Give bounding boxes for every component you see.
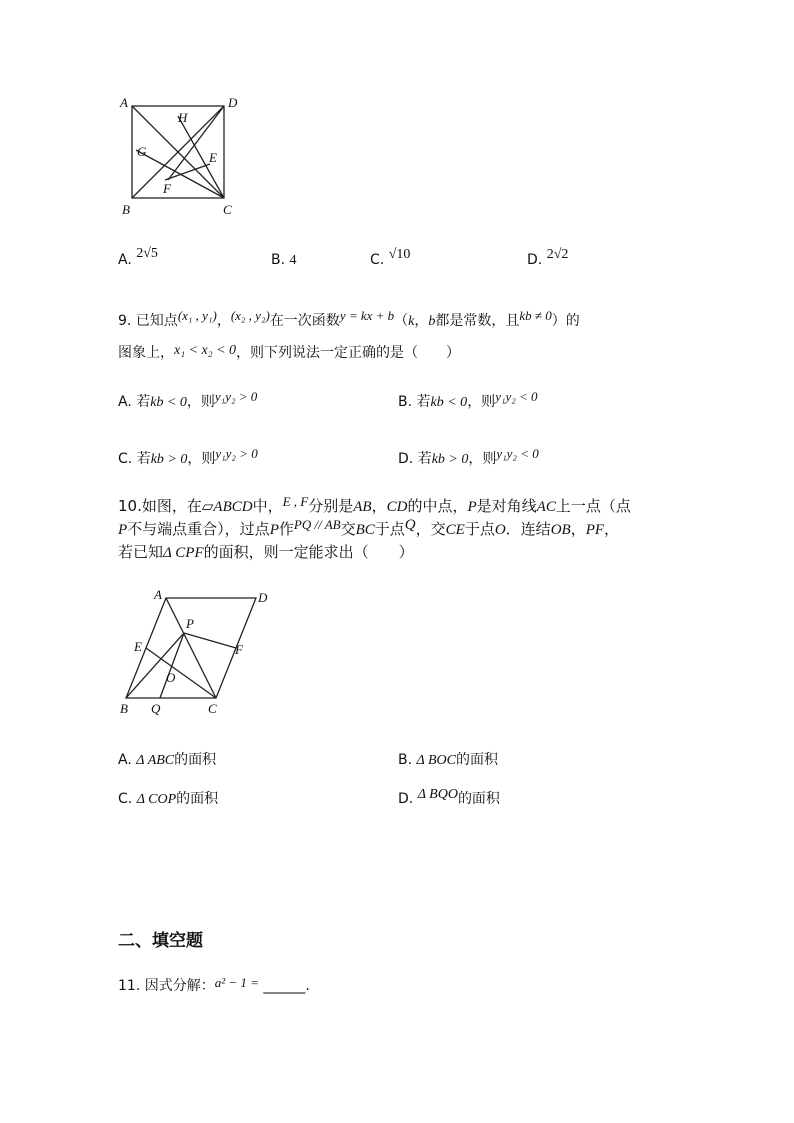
option-cond: kb < 0: [430, 395, 468, 410]
q9-text: ，: [216, 313, 231, 329]
fig8-label-f: F: [163, 181, 171, 196]
option-text: 若: [136, 394, 151, 410]
q10-text: 是对角线: [476, 497, 537, 515]
q9-stem-line2: [118, 342, 460, 362]
fig10-label-b: B: [120, 701, 128, 716]
option-expr: 2√2: [546, 247, 569, 262]
q10-text: ．连结: [505, 520, 551, 538]
fig8-label-h: H: [178, 110, 188, 125]
q10-option-d[interactable]: [398, 788, 500, 808]
fig10-label-d: D: [258, 590, 268, 605]
q10-stem-line2: [118, 518, 619, 539]
fig8-label-a: A: [120, 95, 128, 110]
fig8-label-d: D: [228, 95, 238, 110]
option-letter: A.: [118, 752, 132, 768]
option-cond: kb < 0: [150, 395, 187, 410]
fig10-label-a: A: [154, 587, 162, 602]
option-result: y₁y₂ < 0: [495, 389, 538, 404]
q9-text: 图象上，: [118, 345, 174, 361]
q9-text: ）的: [551, 313, 580, 329]
q10-text: 于点: [374, 520, 405, 538]
option-result: y₁y₂ > 0: [215, 446, 258, 461]
option-letter: B.: [271, 252, 286, 268]
option-letter: D.: [398, 791, 414, 807]
fig10-label-p: P: [186, 616, 194, 631]
q9-text: ，: [414, 313, 429, 329]
q9-option-a[interactable]: [118, 391, 257, 411]
q10-stem-line3: [118, 541, 414, 562]
option-letter: D.: [398, 451, 414, 467]
option-letter: C.: [370, 252, 385, 268]
option-result: y₁y₂ < 0: [496, 446, 539, 461]
var-k: k: [408, 314, 415, 329]
option-text: 若: [416, 394, 431, 410]
fig10-label-f: F: [235, 642, 243, 657]
question-number: 10.: [118, 497, 142, 515]
math: OB: [550, 522, 571, 538]
option-letter: A.: [118, 252, 132, 268]
q9-text: （: [394, 313, 409, 329]
fig8-label-e: E: [209, 150, 217, 165]
question-number: 11.: [118, 978, 141, 994]
q8-option-d[interactable]: [527, 247, 569, 269]
option-text: ，则: [467, 394, 496, 410]
q10-text: 交: [340, 520, 356, 538]
q9-text: 在一次函数: [269, 313, 340, 329]
q9-stem-line1: [118, 310, 580, 330]
fig8-label-b: B: [122, 202, 130, 217]
fig10-label-q: Q: [151, 701, 161, 716]
q9-option-d[interactable]: [398, 448, 539, 468]
linear-function: y = kx + b: [339, 308, 395, 323]
q9-text: 已知点: [135, 313, 178, 329]
option-letter: C.: [118, 451, 133, 467]
math: E , F: [282, 494, 309, 509]
option-text: 若: [417, 451, 432, 467]
q9-text: ，则下列说法一定正确的是（ ）: [236, 345, 461, 361]
condition: kb ≠ 0: [519, 308, 552, 323]
option-text: ，则: [468, 451, 497, 467]
section-title: 二、填空题: [118, 931, 203, 951]
q10-option-a[interactable]: [118, 749, 216, 769]
q10-text: ，: [371, 497, 387, 515]
option-text: 的面积: [455, 752, 498, 768]
math: AC: [536, 499, 556, 515]
option-text: 的面积: [176, 791, 219, 807]
option-triangle: Δ BOC: [416, 753, 456, 768]
fig8-label-g: G: [137, 144, 147, 159]
option-triangle: Δ BQO: [417, 787, 458, 802]
math: PF: [585, 522, 605, 538]
q10-text: 不与端点重合），过点: [127, 520, 270, 538]
q11-stem: [118, 975, 310, 995]
math: CD: [386, 499, 408, 515]
option-text: 若: [136, 451, 151, 467]
point-2: (x₂ , y₂): [230, 308, 270, 323]
q10-text: 上一点（点: [555, 497, 631, 515]
math: ABCD: [213, 499, 253, 515]
option-letter: D.: [527, 252, 543, 268]
q11-text: .: [305, 978, 310, 994]
q10-text: 分别是: [308, 497, 354, 515]
answer-blank[interactable]: ______: [263, 978, 306, 994]
math: CE: [445, 522, 465, 538]
math: P: [269, 522, 279, 538]
factor-expression: a² − 1 =: [214, 975, 259, 990]
math: AB: [353, 499, 372, 515]
math: P: [467, 499, 477, 515]
point-1: (x₁ , y₁): [177, 308, 217, 323]
option-text: 的面积: [174, 752, 217, 768]
condition-x: x₁ < x₂ < 0: [174, 343, 237, 358]
q8-option-c[interactable]: [370, 247, 411, 269]
math: P: [118, 522, 128, 538]
q10-text: ，: [570, 520, 586, 538]
q10-text: 如图，在: [141, 497, 202, 515]
option-cond: kb > 0: [431, 452, 469, 467]
option-letter: B.: [398, 394, 413, 410]
q8-option-a[interactable]: [118, 246, 158, 269]
q9-text: 都是常数，且: [435, 313, 520, 329]
question-number: 9.: [118, 313, 132, 329]
q10-stem-line1: [118, 495, 631, 516]
option-triangle: Δ COP: [136, 792, 177, 807]
q10-text: 若已知: [118, 543, 164, 561]
option-text: ，则: [186, 394, 215, 410]
q9-option-b[interactable]: [398, 391, 538, 411]
q11-text: 因式分解：: [144, 978, 215, 994]
option-cond: kb > 0: [150, 452, 188, 467]
option-text: ，则: [187, 451, 216, 467]
math: PQ // AB: [293, 517, 341, 532]
q10-option-c[interactable]: [118, 788, 218, 808]
q10-text: ，: [604, 520, 620, 538]
option-expr: 2√5: [136, 246, 158, 261]
math: Q: [404, 517, 416, 533]
option-letter: A.: [118, 394, 132, 410]
q10-text: ，交: [415, 520, 446, 538]
option-text: 的面积: [457, 791, 500, 807]
q8-option-b[interactable]: [271, 252, 297, 269]
option-letter: B.: [398, 752, 413, 768]
var-b: b: [428, 314, 436, 329]
q10-text: 中，: [252, 497, 283, 515]
q10-text: 于点: [464, 520, 495, 538]
option-expr: √10: [388, 247, 411, 262]
option-triangle: Δ ABC: [136, 753, 175, 768]
fig10-label-e: E: [134, 639, 142, 654]
option-expr: 4: [289, 253, 297, 268]
math: O: [494, 522, 506, 538]
fig10-label-o: O: [166, 670, 176, 685]
parallelogram-icon: ▱: [201, 497, 214, 515]
q10-option-b[interactable]: [398, 749, 498, 769]
figure-square-abcd: [110, 92, 250, 222]
option-result: y₁y₂ > 0: [214, 389, 258, 404]
q9-option-c[interactable]: [118, 448, 258, 468]
fig10-label-c: C: [208, 701, 217, 716]
math: BC: [355, 522, 375, 538]
figure-parallelogram-abcd: [110, 582, 280, 722]
q10-text: 的面积，则一定能求出（ ）: [203, 543, 414, 561]
q10-text: 的中点，: [407, 497, 468, 515]
option-letter: C.: [118, 791, 133, 807]
fig8-label-c: C: [223, 202, 232, 217]
q10-text: 作: [278, 520, 294, 538]
math: Δ CPF: [163, 545, 204, 561]
